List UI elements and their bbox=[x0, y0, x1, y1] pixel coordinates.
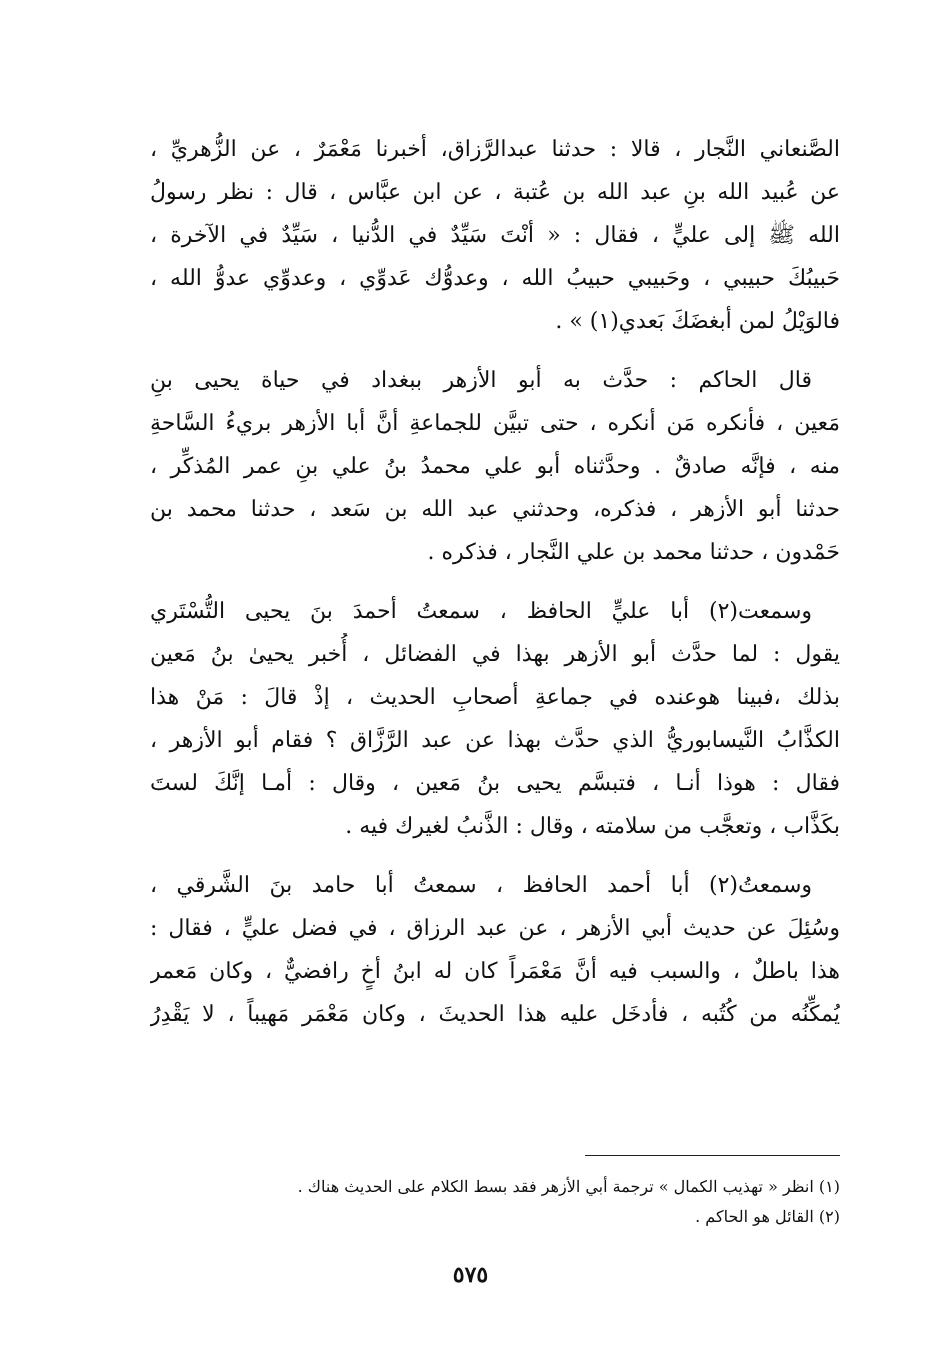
text-line: فالوَيْلُ لمن أبغضَكَ بَعدي(١) » . bbox=[555, 309, 840, 334]
footnote-2: (٢) القائل هو الحاكم . bbox=[695, 1207, 840, 1226]
text-line: حَبيبُكَ حبيبي ، وحَبيبي حبيبُ الله ، وعدوُّك عَدوِّي ، وعدوِّي عدوُّ الله ، bbox=[150, 266, 840, 291]
page-number: ٥٧٥ bbox=[452, 1262, 489, 1288]
text-line: الله ﷺ إلى عليٍّ ، فقال : « أنْتَ سَيِّدٌ في الدُّنيا ، سَيِّدٌ في الآخرة ، bbox=[150, 223, 840, 248]
text-line: وسمعت(٢) أبا عليٍّ الحافظ ، سمعتُ أحمدَ بنَ يحيى التُّسْتَري bbox=[150, 599, 812, 624]
text-line: منه ، فإنَّه صادقٌ . وحدَّثناه أبو علي محمدُ بنُ علي بنِ عمر المُذكِّر ، bbox=[150, 454, 840, 479]
text-line: بذلك ،فبينا هوعنده في جماعةِ أصحابِ الحديث ، إذْ قالَ : مَنْ هذا bbox=[150, 685, 840, 710]
text-line: وسمعتُ(٢) أبا أحمد الحافظ ، سمعتُ أبا حامد بنَ الشَّرقي ، bbox=[150, 873, 812, 898]
text-line: الصَّنعاني النَّجار ، قالا : حدثنا عبدالرَّزاق، أخبرنا مَعْمَرٌ ، عن الزُّهريِّ ، bbox=[150, 137, 840, 162]
text-line: الكذَّابُ النَّيسابوريُّ الذي حدَّث بهذا عن عبد الرَّزَّاق ؟ فقام أبو الأزهر ، bbox=[150, 728, 840, 753]
paragraph-2 bbox=[150, 359, 840, 574]
text-line: بكَذَّاب ، وتعجَّب من سلامته ، وقال : الذَّنبُ لغيرك فيه . bbox=[345, 814, 840, 839]
text-line: يقول : لما حدَّث أبو الأزهر بهذا في الفضائل ، أُخبر يحيىٰ بنُ مَعين bbox=[150, 642, 840, 667]
footnote-1: (١) انظر « تهذيب الكمال » ترجمة أبي الأزهر فقد بسط الكلام على الحديث هناك . bbox=[297, 1177, 840, 1196]
text-line: مَعين ، فأنكره مَن أنكره ، حتى تبيَّن للجماعةِ أنَّ أبا الأزهر بريءُ السَّاحةِ bbox=[150, 411, 840, 436]
footnote-divider bbox=[585, 1155, 840, 1156]
text-line: قال الحاكم : حدَّث به أبو الأزهر ببغداد في حياة يحيى بنِ bbox=[150, 368, 812, 393]
text-line: فقال : هوذا أنـا ، فتبسَّم يحيى بنُ مَعين ، وقال : أمـا إنَّكَ لستَ bbox=[150, 771, 840, 796]
text-line: يُمكِّنُه من كُتُبه ، فأدخَل عليه هذا الحديثَ ، وكان مَعْمَر مَهيباً ، لا يَقْدِرُ bbox=[150, 1002, 840, 1027]
text-line: هذا باطلٌ ، والسبب فيه أنَّ مَعْمَراً كان له ابنُ أخٍ رافضيٌّ ، وكان مَعمر bbox=[150, 959, 840, 984]
text-line: وسُئِلَ عن حديث أبي الأزهر ، عن عبد الرزاق ، في فضل عليٍّ ، فقال : bbox=[150, 916, 840, 941]
paragraph-1 bbox=[150, 128, 840, 343]
text-line: حَمْدون ، حدثنا محمد بن علي النَّجار ، فذكره . bbox=[427, 540, 840, 565]
paragraph-3 bbox=[150, 590, 840, 848]
main-text bbox=[150, 128, 840, 1052]
footnotes bbox=[150, 1172, 840, 1232]
text-line: حدثنا أبو الأزهر ، فذكره، وحدثني عبد الله بن سَعد ، حدثنا محمد بن bbox=[150, 497, 840, 522]
paragraph-4 bbox=[150, 864, 840, 1036]
text-line: عن عُبيد الله بنِ عبد الله بن عُتبة ، عن ابن عبَّاس ، قال : نظر رسولُ bbox=[150, 180, 840, 205]
